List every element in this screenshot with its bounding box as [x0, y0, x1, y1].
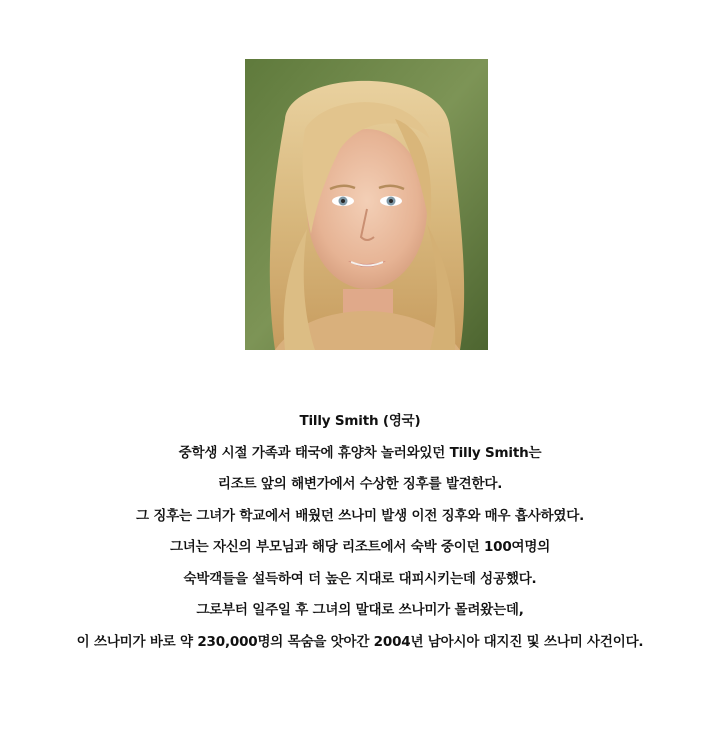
article-line: 그로부터 일주일 후 그녀의 말대로 쓰나미가 몰려왔는데, — [196, 602, 524, 618]
article-line: 중학생 시절 가족과 태국에 휴양차 놀러와있던 Tilly Smith는 — [178, 444, 542, 461]
article-line: 이 쓰나미가 바로 약 230,000명의 목숨을 앗아간 2004년 남아시아 대지진 및 쓰나미 사건이다. — [76, 633, 644, 650]
article-text — [0, 406, 720, 658]
article-line: 그녀는 자신의 부모님과 해당 리조트에서 숙박 중이던 100여명의 — [169, 539, 551, 555]
article-title: Tilly Smith (영국) — [299, 413, 421, 429]
portrait-photo — [245, 59, 488, 350]
article-line: 그 징후는 그녀가 학교에서 배웠던 쓰나미 발생 이전 징후와 매우 흡사하였다. — [136, 507, 584, 524]
portrait-image — [245, 59, 488, 350]
article-line: 리조트 앞의 해변가에서 수상한 징후를 발견한다. — [217, 476, 503, 492]
article-line: 숙박객들을 설득하여 더 높은 지대로 대피시키는데 성공했다. — [183, 570, 537, 587]
